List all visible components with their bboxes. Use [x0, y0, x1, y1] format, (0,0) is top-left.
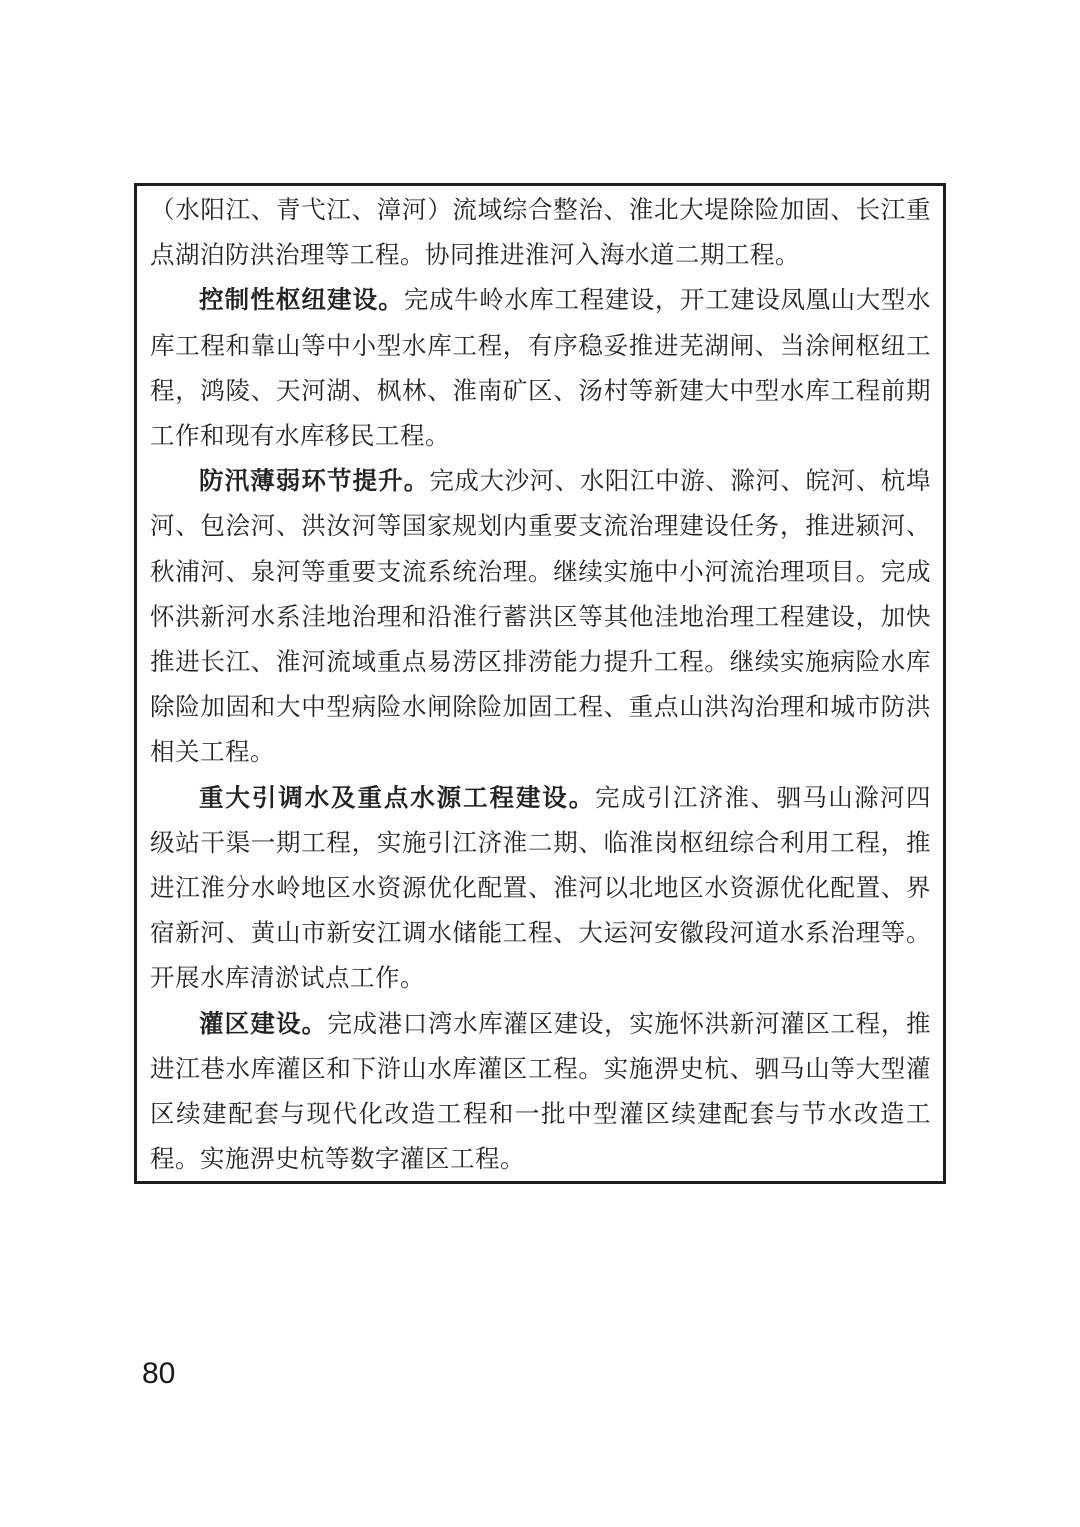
paragraph-heading: 灌区建设。 — [199, 1010, 328, 1038]
paragraph-heading: 重大引调水及重点水源工程建设。 — [199, 784, 596, 812]
paragraph-heading: 防汛薄弱环节提升。 — [199, 468, 430, 496]
paragraph-text: 完成引江济淮、驷马山滁河四级站干渠一期工程，实施引江济淮二期、临淮岗枢纽综合利用工程，推进江淮分水岭地区水资源优化配置、淮河以北地区水资源优化配置、界宿新河、黄山市新安江调水储能工程、大运河安徽段河道水系治理等。开展水库清淤试点工作。 — [150, 784, 931, 993]
paragraph — [150, 459, 931, 775]
paragraph — [150, 188, 931, 278]
paragraph — [150, 1002, 931, 1183]
paragraph — [150, 776, 931, 1002]
page-number: 80 — [142, 1357, 176, 1390]
paragraph-text: 完成港口湾水库灌区建设，实施怀洪新河灌区工程，推进江巷水库灌区和下浒山水库灌区工程。实施淠史杭、驷马山等大型灌区续建配套与现代化改造工程和一批中型灌区续建配套与节水改造工程。实施淠史杭等数字灌区工程。 — [150, 1010, 932, 1174]
paragraph — [150, 278, 931, 459]
bordered-text-box — [134, 183, 946, 1184]
paragraph-heading: 控制性枢纽建设。 — [199, 287, 404, 315]
paragraph-text: （水阳江、青弋江、漳河）流域综合整治、淮北大堤除险加固、长江重点湖泊防洪治理等工程。协同推进淮河入海水道二期工程。 — [150, 197, 931, 270]
paragraph-text: 完成牛岭水库工程建设，开工建设凤凰山大型水库工程和靠山等中小型水库工程，有序稳妥推进芜湖闸、当涂闸枢纽工程，鸿陵、天河湖、枫林、淮南矿区、汤村等新建大中型水库工程前期工作和现有水库移民工程。 — [150, 287, 932, 451]
paragraph-text: 完成大沙河、水阳江中游、滁河、皖河、杭埠河、包浍河、洪汝河等国家规划内重要支流治理建设任务，推进颍河、秋浦河、泉河等重要支流系统治理。继续实施中小河流治理项目。完成怀洪新河水系洼地治理和沿淮行蓄洪区等其他洼地治理工程建设，加快推进长江、淮河流域重点易涝区排涝能力提升工程。继续实施病险水库除险加固和大中型病险水闸除险加固工程、重点山洪沟治理和城市防洪相关工程。 — [150, 468, 932, 767]
